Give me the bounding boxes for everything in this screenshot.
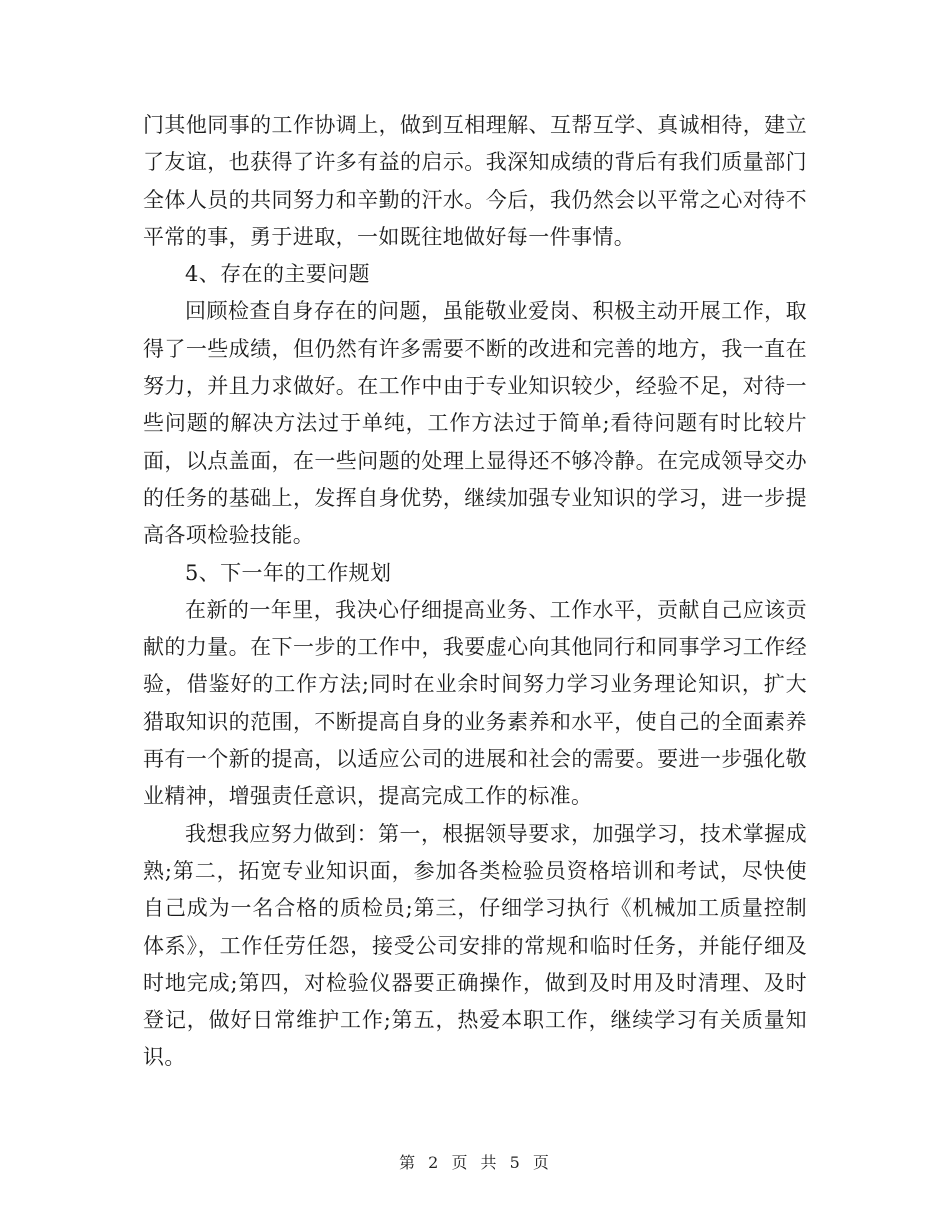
paragraph-action-items: 我想我应努力做到：第一，根据领导要求，加强学习，技术掌握成熟;第二，拓宽专业知识面，参加各类检验员资格培训和考试，尽快使自己成为一名合格的质检员;第三，仔细学习执行《机械加工质量控制体系》，工作任劳任怨，接受公司安排的常规和临时任务，并能仔细及时地完成;第四，对检验仪器要正确操作，做到及时用及时清理、及时登记，做好日常维护工作;第五，热爱本职工作，继续学习有关质量知识。 [143,821,807,1070]
page-number-footer: 第 2 页 共 5 页 [399,1153,551,1172]
heading-main-problems: 4、存在的主要问题 [185,262,370,287]
document-body [143,107,807,1077]
paragraph-colleague-cooperation: 门其他同事的工作协调上，做到互相理解、互帮互学、真诚相待，建立了友谊，也获得了许多有益的启示。我深知成绩的背后有我们质量部门全体人员的共同努力和辛勤的汗水。今后，我仍然会以平常之心对待不平常的事，勇于进取，一如既往地做好每一件事情。 [143,113,807,249]
heading-next-year-plan: 5、下一年的工作规划 [185,560,392,585]
paragraph-next-year-plan: 在新的一年里，我决心仔细提高业务、工作水平，贡献自己应该贡献的力量。在下一步的工作中，我要虚心向其他同行和同事学习工作经验，借鉴好的工作方法;同时在业余时间努力学习业务理论知识，扩大猎取知识的范围，不断提高自身的业务素养和水平，使自己的全面素养再有一个新的提高，以适应公司的进展和社会的需要。要进一步强化敬业精神，增强责任意识，提高完成工作的标准。 [143,597,807,809]
paragraph-problems-review: 回顾检查自身存在的问题，虽能敬业爱岗、积极主动开展工作，取得了一些成绩，但仍然有许多需要不断的改进和完善的地方，我一直在努力，并且力求做好。在工作中由于专业知识较少，经验不足，对待一些问题的解决方法过于单纯，工作方法过于简单;看待问题有时比较片面，以点盖面，在一些问题的处理上显得还不够冷静。在完成领导交办的任务的基础上，发挥自身优势，继续加强专业知识的学习，进一步提高各项检验技能。 [143,299,807,548]
